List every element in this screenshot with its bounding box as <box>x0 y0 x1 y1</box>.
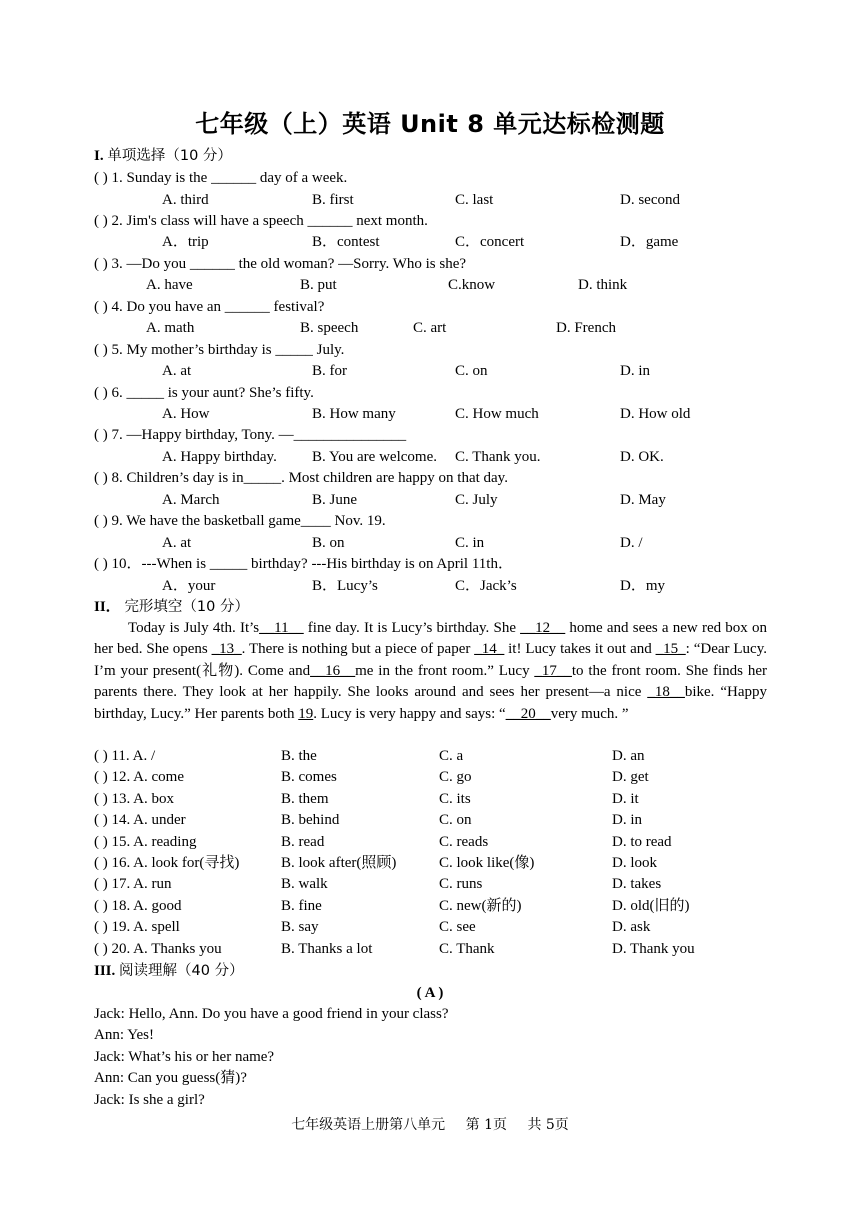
footer-page: 第 1页 <box>465 1117 507 1133</box>
answer-option: A. math <box>146 320 195 337</box>
answer-option: C. go <box>439 769 472 786</box>
section-1-heading <box>94 146 232 167</box>
answer-option: A. at <box>162 534 192 551</box>
cloze-question: ( ) 13. A. box <box>94 790 174 807</box>
answer-option: D. French <box>556 320 616 337</box>
answer-option: B. the <box>281 748 317 764</box>
answer-option: D. think <box>578 277 628 294</box>
section-1-number: I. <box>94 148 104 164</box>
answer-option: B. on <box>312 534 345 551</box>
cloze-question: ( ) 11. A. / <box>94 748 156 764</box>
answer-option: D. OK. <box>620 448 664 465</box>
answer-option: D. an <box>612 748 645 764</box>
section-3-label: 阅读理解（40 分） <box>119 963 244 979</box>
cloze-blank: _18__ <box>647 684 685 701</box>
passage-text: . There is nothing but a piece of paper <box>241 641 475 658</box>
cloze-question: ( ) 16. A. look for(寻找) <box>94 855 240 871</box>
cloze-question: ( ) 18. A. good <box>94 897 182 914</box>
answer-option: B. for <box>312 363 347 380</box>
answer-option: B. June <box>312 491 357 508</box>
answer-option: C. see <box>439 919 476 936</box>
cloze-question: ( ) 15. A. reading <box>94 833 197 850</box>
answer-option: D. to read <box>612 833 672 850</box>
answer-option: B. walk <box>281 876 328 893</box>
page-footer <box>0 1114 860 1134</box>
answer-option: D. in <box>612 812 642 829</box>
answer-option: B. put <box>300 277 337 294</box>
passage-text: Today is July 4th. It’s <box>128 620 260 636</box>
answer-option: C. July <box>455 491 498 508</box>
answer-option: C. its <box>439 790 471 807</box>
answer-option: B. look after(照顾) <box>281 855 397 871</box>
answer-option: D. old(旧的) <box>612 897 690 914</box>
answer-option: D．game <box>620 234 679 251</box>
answer-option: D. in <box>620 363 650 380</box>
question-stem: ( ) 3. —Do you ______ the old woman? —Sorry. Who is she? <box>94 255 467 272</box>
passage-text: me in the front room.” Lucy <box>355 662 535 679</box>
cloze-blank: _14_ <box>474 641 505 658</box>
dialogue-line: Ann: Yes! <box>94 1027 155 1044</box>
answer-option: C. Thank you. <box>455 448 541 465</box>
answer-option: D．my <box>620 577 666 594</box>
answer-option: B. fine <box>281 897 322 914</box>
footer-text: 七年级英语上册第八单元 <box>291 1117 446 1133</box>
dialogue-line: Jack: Is she a girl? <box>94 1091 205 1108</box>
answer-option: A. Happy birthday. <box>162 448 277 465</box>
cloze-question: ( ) 14. A. under <box>94 812 186 829</box>
cloze-question: ( ) 19. A. spell <box>94 919 180 936</box>
answer-option: B. speech <box>300 320 359 337</box>
answer-option: B. You are welcome. <box>312 448 437 465</box>
cloze-blank: __16__ <box>310 662 356 679</box>
answer-option: D. it <box>612 790 639 807</box>
answer-option: D. ask <box>612 919 651 936</box>
answer-option: D. second <box>620 191 680 208</box>
cloze-blank: _15_ <box>655 641 686 658</box>
answer-option: B. Thanks a lot <box>281 940 373 957</box>
passage-text: it! Lucy takes it out and <box>504 641 656 658</box>
cloze-blank: __20__ <box>505 705 551 722</box>
cloze-question: ( ) 12. A. come <box>94 769 184 786</box>
answer-option: D. How old <box>620 406 691 422</box>
section-3-number: III. <box>94 963 116 979</box>
question-stem: ( ) 4. Do you have an ______ festival? <box>94 298 325 315</box>
answer-option: C．concert <box>455 234 525 251</box>
question-stem: ( ) 9. We have the basketball game____ Nov. 19. <box>94 513 386 530</box>
footer-total: 共 5页 <box>527 1117 569 1133</box>
answer-option: B. say <box>281 919 319 936</box>
answer-option: B. first <box>312 191 354 208</box>
answer-option: A. March <box>162 491 220 508</box>
passage-text: to the front room. She finds her parents there. They look at her happily. She looks around and sees her present—a nice <box>94 662 767 701</box>
answer-option: C. a <box>439 748 464 764</box>
answer-option: A. have <box>146 277 193 294</box>
cloze-blank: 19 <box>298 705 314 722</box>
answer-option: C. on <box>455 363 488 380</box>
answer-option: C.know <box>448 277 496 294</box>
answer-option: D. / <box>620 534 643 551</box>
answer-option: B．contest <box>312 234 380 251</box>
question-stem: ( ) 8. Children’s day is in_____. Most children are happy on that day. <box>94 470 508 487</box>
answer-option: A. at <box>162 363 192 380</box>
passage-text: fine day. It is Lucy’s birthday. She <box>303 620 521 636</box>
section-2-number: II． <box>94 599 121 615</box>
answer-option: A．your <box>162 577 216 594</box>
answer-option: B. read <box>281 833 325 850</box>
answer-option: A. How <box>162 406 210 422</box>
reading-part-label: ( A ) <box>416 985 444 1001</box>
passage-text: very much. ” <box>550 705 629 722</box>
answer-option: C. reads <box>439 833 489 850</box>
cloze-passage <box>94 618 767 725</box>
passage-text: . Lucy is very happy and says: “ <box>313 705 506 722</box>
question-stem: ( ) 7. —Happy birthday, Tony. —_______________ <box>94 427 407 444</box>
cloze-question: ( ) 17. A. run <box>94 876 172 893</box>
answer-option: B. How many <box>312 406 396 422</box>
answer-option: A．trip <box>162 234 209 251</box>
answer-option: C. last <box>455 191 494 208</box>
answer-option: B. comes <box>281 769 337 786</box>
answer-option: C. new(新的) <box>439 897 522 914</box>
page-title: 七年级（上）英语 Unit 8 单元达标检测题 <box>195 110 665 138</box>
dialogue-line: Jack: What’s his or her name? <box>94 1048 275 1065</box>
answer-option: C. art <box>413 320 447 337</box>
section-2-label: 完形填空（10 分） <box>124 599 249 615</box>
answer-option: D. takes <box>612 876 662 893</box>
section-3-heading <box>94 961 244 982</box>
answer-option: C. How much <box>455 406 539 422</box>
question-stem: ( ) 2. Jim's class will have a speech ______ next month. <box>94 212 428 229</box>
answer-option: A. third <box>162 191 209 208</box>
cloze-blank: __12__ <box>520 620 566 636</box>
answer-option: D. get <box>612 769 649 786</box>
answer-option: C．Jack’s <box>455 577 517 594</box>
answer-option: D. Thank you <box>612 940 695 957</box>
answer-option: C. on <box>439 812 472 829</box>
answer-option: D. look <box>612 855 657 871</box>
answer-option: B. behind <box>281 812 340 829</box>
answer-option: C. in <box>455 534 485 551</box>
dialogue-line: Jack: Hello, Ann. Do you have a good friend in your class? <box>94 1006 449 1022</box>
question-stem: ( ) 6. _____ is your aunt? She’s fifty. <box>94 384 314 401</box>
answer-option: C. look like(像) <box>439 855 535 871</box>
question-stem: ( ) 1. Sunday is the ______ day of a week. <box>94 170 348 186</box>
answer-option: B. them <box>281 790 329 807</box>
passage-text: home and sees a new red box on her bed. She opens <box>94 620 767 658</box>
section-2-heading <box>94 597 249 618</box>
question-stem: ( ) 10．---When is _____ birthday? ---His birthday is on April 11th． <box>94 556 513 573</box>
dialogue-line: Ann: Can you guess(猜)? <box>94 1070 247 1087</box>
answer-option: B．Lucy’s <box>312 577 378 594</box>
question-stem: ( ) 5. My mother’s birthday is _____ July. <box>94 341 345 358</box>
section-1-label: 单项选择（10 分） <box>107 148 232 164</box>
answer-option: C. Thank <box>439 940 495 957</box>
passage-text: bike. “Happy birthday, Lucy.” Her parents both <box>94 684 767 722</box>
answer-option: D. May <box>620 491 666 508</box>
cloze-question: ( ) 20. A. Thanks you <box>94 940 222 957</box>
passage-text: : “Dear Lucy. I’m your present(礼物). Come and <box>94 641 767 679</box>
answer-option: C. runs <box>439 876 483 893</box>
cloze-blank: _13_ <box>211 641 242 658</box>
cloze-blank: __11__ <box>259 620 304 636</box>
cloze-blank: _17__ <box>534 662 572 679</box>
